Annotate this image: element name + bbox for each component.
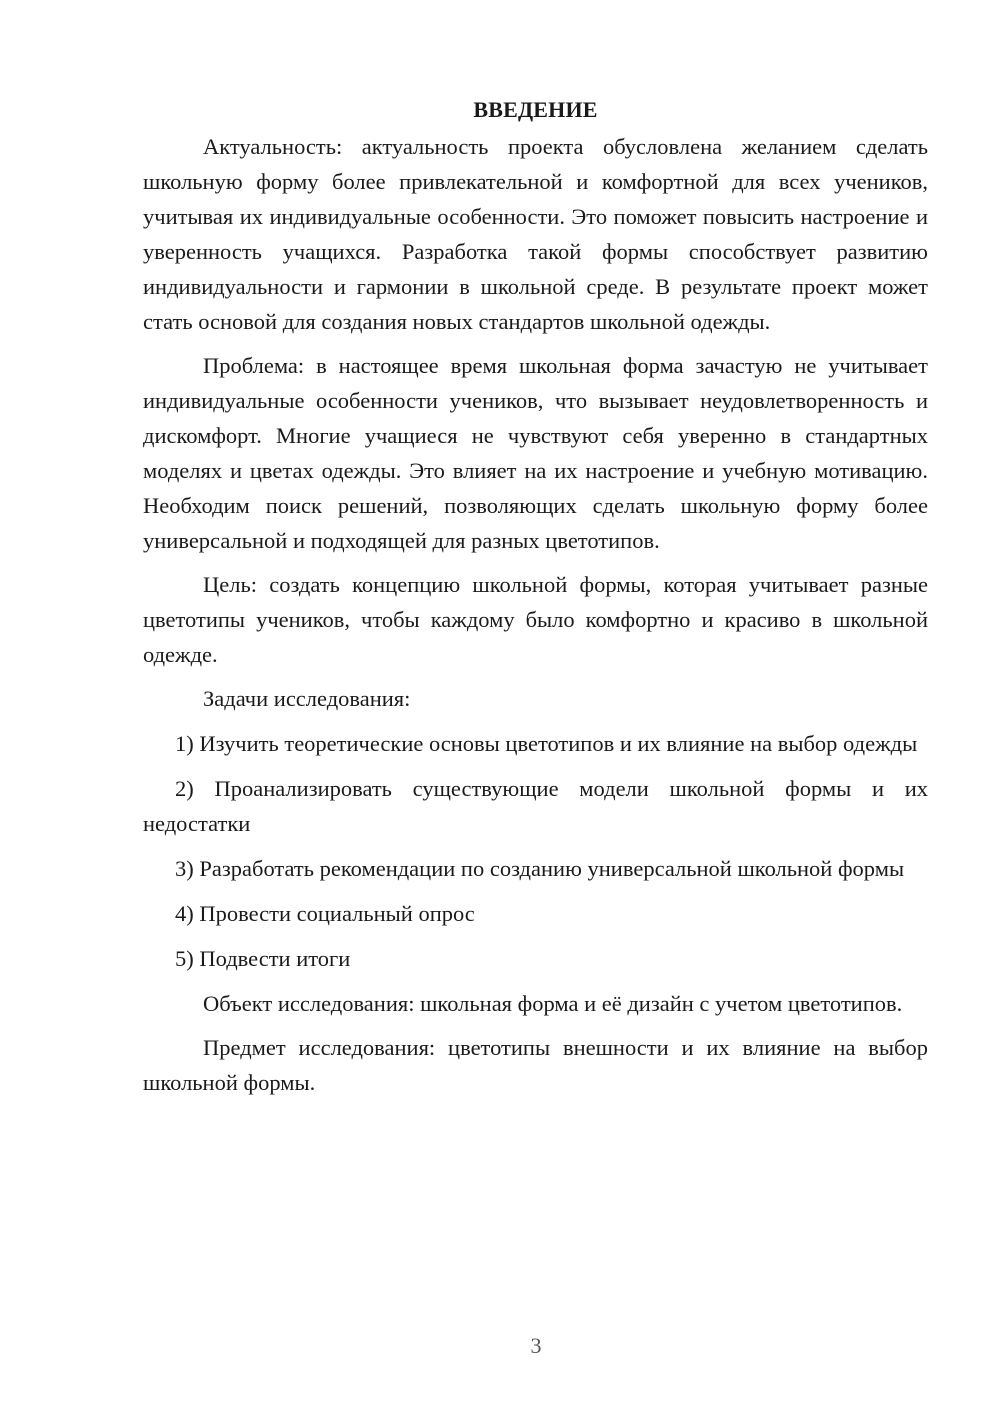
section-heading: ВВЕДЕНИЕ bbox=[473, 97, 598, 122]
task-item-1: 1) Изучить теоретические основы цветотипов и их влияние на выбор одежды bbox=[175, 731, 918, 756]
task-item-4: 4) Провести социальный опрос bbox=[175, 901, 475, 926]
task-item-2: 2) Проанализировать существующие модели школьной формы и их недостатки bbox=[143, 776, 928, 836]
tasks-title: Задачи исследования: bbox=[203, 686, 411, 711]
subject-paragraph: Предмет исследования: цветотипы внешности и их влияние на выбор школьной формы. bbox=[143, 1035, 928, 1095]
object-paragraph: Объект исследования: школьная форма и её дизайн с учетом цветотипов. bbox=[203, 991, 903, 1016]
page-content bbox=[143, 95, 928, 1109]
relevance-paragraph: Актуальность: актуальность проекта обусловлена желанием сделать школьную форму более привлекательной и комфортной для всех учеников, учитывая их индивидуальные особенности. Это поможет повысить настроение и уверенность учащихся. Разработка такой формы способствует развитию индивидуальности и гармонии в школьной среде. В результате проект может стать основой для создания новых стандартов школьной одежды. bbox=[143, 134, 928, 334]
task-item-5: 5) Подвести итоги bbox=[175, 946, 351, 971]
page-number: 3 bbox=[530, 1333, 542, 1358]
goal-paragraph: Цель: создать концепцию школьной формы, которая учитывает разные цветотипы учеников, чтобы каждому было комфортно и красиво в школьной одежде. bbox=[143, 572, 928, 667]
problem-paragraph: Проблема: в настоящее время школьная форма зачастую не учитывает индивидуальные особенности учеников, что вызывает неудовлетворенность и дискомфорт. Многие учащиеся не чувствуют себя уверенно в стандартных моделях и цветах одежды. Это влияет на их настроение и учебную мотивацию. Необходим поиск решений, позволяющих сделать школьную форму более универсальной и подходящей для разных цветотипов. bbox=[143, 353, 928, 553]
task-item-3: 3) Разработать рекомендации по созданию универсальной школьной формы bbox=[175, 856, 905, 881]
